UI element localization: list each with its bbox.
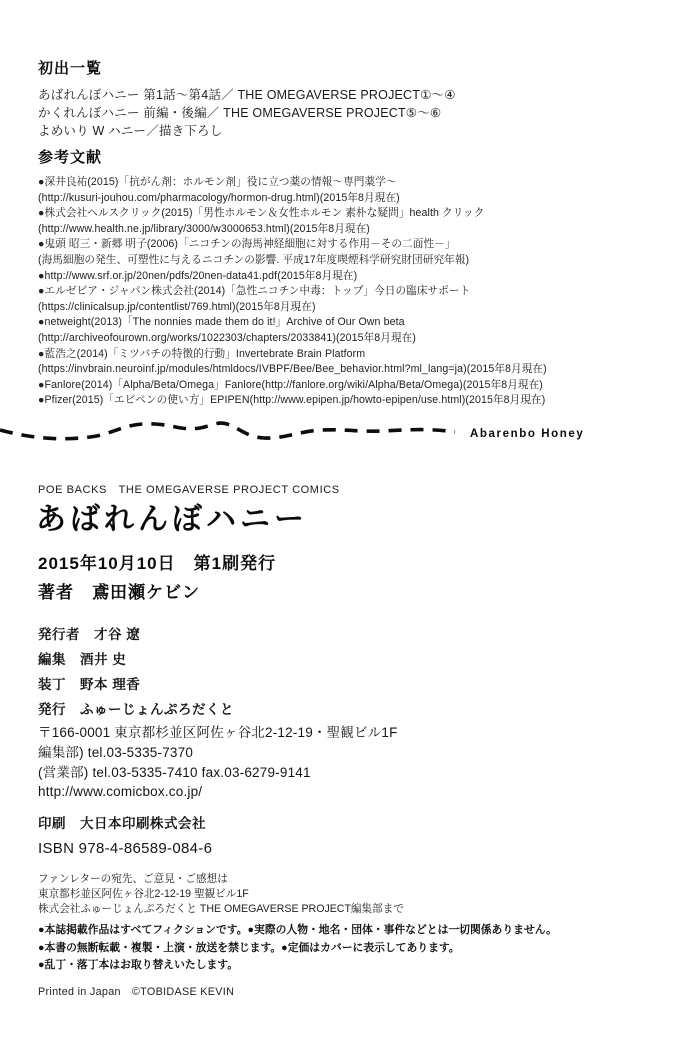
reference-line: ●深井良祐(2015)「抗がん剤：ホルモン剤」役に立つ薬の情報～専門薬学～ xyxy=(38,176,397,188)
reference-line: (http://kusuri-jouhou.com/pharmacology/hormon-drug.html)(2015年8月現在) xyxy=(38,191,400,204)
fanletter-line: 東京都杉並区阿佐ヶ谷北2-12-19 聖観ビル1F xyxy=(38,888,249,901)
reference-line: (http://archiveofourown.org/works/1022303/chapters/2033841)(2015年8月現在) xyxy=(38,331,416,344)
reference-line: ●エルゼビア・ジャパン株式会社(2014)「急性ニコチン中毒：トップ」今日の臨床サポート xyxy=(38,285,471,298)
references-section xyxy=(38,146,547,409)
reference-line: ●鬼頭 昭三・新郷 明子(2006)「ニコチンの海馬神経細胞に対する作用－その二面性－」 xyxy=(38,238,456,251)
author-line: 著者 鳶田瀬ケビン xyxy=(38,583,200,602)
isbn-line: ISBN 978-4-86589-084-6 xyxy=(38,840,213,857)
printer-line: 印刷 大日本印刷株式会社 xyxy=(38,816,206,831)
credit-publisher-company: 発行 ふゅーじょんぷろだくと xyxy=(38,702,234,717)
divider-label: Abarenbo Honey xyxy=(470,428,585,440)
publisher-address-block xyxy=(38,723,398,802)
reference-line: ●株式会社ヘルスクリック(2015)「男性ホルモン＆女性ホルモン 素朴な疑問」health クリック xyxy=(38,207,485,220)
notice-line: ●本誌掲載作品はすべてフィクションです。●実際の人物・地名・団体・事件などとは一切関係ありません。 xyxy=(38,924,557,936)
imprint-line: POE BACKS THE OMEGAVERSE PROJECT COMICS xyxy=(38,484,340,496)
credit-publisher-person: 発行者 才谷 遼 xyxy=(38,627,141,642)
book-title: あばれんぼハニー xyxy=(36,503,308,536)
reference-line: ●http://www.srf.or.jp/20nen/pdfs/20nen-data41.pdf(2015年8月現在) xyxy=(38,269,358,282)
first-publication-section xyxy=(38,57,456,140)
address-line: 〒166-0001 東京都杉並区阿佐ヶ谷北2-12-19・聖観ビル1F xyxy=(38,725,398,740)
first-publication-heading: 初出一覧 xyxy=(38,60,103,77)
fanletter-line: ファンレターの宛先、ご意見・ご感想は xyxy=(38,873,228,885)
first-publication-line: あばれんぼハニー 第1話～第4話／ THE OMEGAVERSE PROJECT①～④ xyxy=(38,88,456,102)
publisher-url: http://www.comicbox.co.jp/ xyxy=(38,784,203,800)
sales-phone-line: (営業部) tel.03-5335-7410 fax.03-6279-9141 xyxy=(38,764,311,780)
legal-notices-block xyxy=(38,922,557,975)
notice-line: ●乱丁・落丁本はお取り替えいたします。 xyxy=(38,959,238,972)
wavy-divider-line xyxy=(0,414,700,450)
first-publication-line: よめいり W ハニー／描き下ろし xyxy=(38,123,223,138)
edition-line: 2015年10月10日 第1刷発行 xyxy=(38,554,277,573)
reference-line: ●藍浩之(2014)「ミツバチの特徴的行動」Invertebrate Brain Platform xyxy=(38,347,366,360)
references-heading: 参考文献 xyxy=(38,149,103,166)
reference-line: ●netweight(2013)「The nonnies made them do it!」Archive of Our Own beta xyxy=(38,316,405,329)
printed-in-japan-line: Printed in Japan ©TOBIDASE KEVIN xyxy=(38,986,235,998)
reference-line: (http://www.health.ne.jp/library/3000/w3000653.html)(2015年8月現在) xyxy=(38,222,370,235)
reference-line: (海馬細胞の発生、可塑性に与えるニコチンの影響. 平成17年度喫煙科学研究財団研究年報) xyxy=(38,253,470,266)
credit-editor: 編集 酒井 史 xyxy=(38,652,127,667)
fanletter-block xyxy=(38,872,404,918)
first-publication-line: かくれんぼハニー 前編・後編／ THE OMEGAVERSE PROJECT⑤～⑥ xyxy=(38,105,442,120)
first-publication-list xyxy=(38,87,456,140)
reference-line: (https://clinicalsup.jp/contentlist/769.html)(2015年8月現在) xyxy=(38,300,316,313)
notice-line: ●本書の無断転載・複製・上演・放送を禁じます。●定価はカバーに表示してあります。 xyxy=(38,941,460,954)
reference-line: ●Pfizer(2015)「エピペンの使い方」EPIPEN(http://www.epipen.jp/howto-epipen/use.html)(2015年8月現在) xyxy=(38,394,546,407)
reference-line: (https://invbrain.neuroinf.jp/modules/htmldocs/IVBPF/Bee/Bee_behavior.html?ml_lang=ja)(2015年8月現在) xyxy=(38,363,547,376)
references-list xyxy=(38,175,547,409)
fanletter-line: 株式会社ふゅーじょんぷろだくと THE OMEGAVERSE PROJECT編集部まで xyxy=(38,903,404,916)
editorial-phone-line: 編集部) tel.03-5335-7370 xyxy=(38,744,194,760)
credit-designer: 装丁 野本 理香 xyxy=(38,677,141,692)
credits-block xyxy=(38,622,234,722)
reference-line: ●Fanlore(2014)「Alpha/Beta/Omega」Fanlore(http://fanlore.org/wiki/Alpha/Beta/Omega)(2015年8月現在) xyxy=(38,378,543,391)
